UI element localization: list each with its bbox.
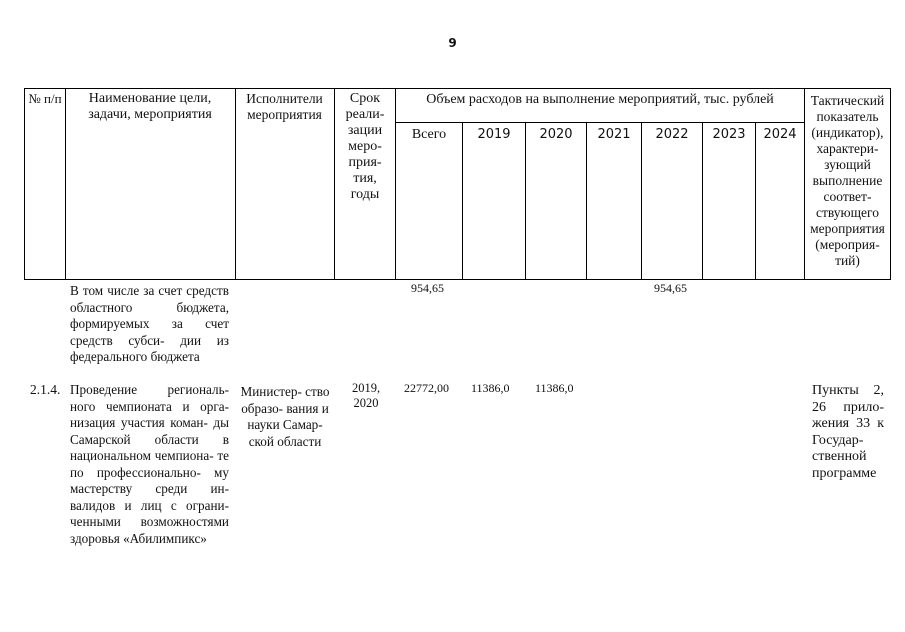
header-col-total: Всего xyxy=(411,127,447,142)
row-2-executor: Министер- ство образо- вания и науки Самар- ской области xyxy=(240,384,330,449)
row-1-total: 954,65 xyxy=(411,281,444,295)
table-top-border xyxy=(24,88,890,89)
page-number: 9 xyxy=(448,36,457,50)
row-2-term: 2019, 2020 xyxy=(351,381,381,410)
col-border-4 xyxy=(395,88,396,280)
col-border-1 xyxy=(65,88,66,280)
header-col-executor: Исполнители мероприятия xyxy=(246,91,323,122)
col-border-6 xyxy=(525,122,526,280)
expenses-subheader-border xyxy=(395,122,804,123)
header-year-2024: 2024 xyxy=(763,127,797,142)
col-border-12 xyxy=(890,88,891,280)
col-border-3 xyxy=(334,88,335,280)
col-border-7 xyxy=(586,122,587,280)
header-col-name: Наименование цели, задачи, мероприятия xyxy=(88,91,212,122)
row-1-name: В том числе за счет средств областного бюджета, формируемых за счет средств субси- дии из федерального бюджета xyxy=(70,283,229,364)
col-border-5 xyxy=(462,122,463,280)
col-border-10 xyxy=(755,122,756,280)
row-2-number: 2.1.4. xyxy=(30,382,61,397)
row-2-2019: 11386,0 xyxy=(471,381,510,395)
row-2-total: 22772,00 xyxy=(404,381,449,395)
col-border-9 xyxy=(702,122,703,280)
header-col-indicator: Тактический показатель (индикатор), характери- зующий выполнение соответ- ствующего мероприятия (мероприя- тий) xyxy=(810,93,885,268)
header-year-2023: 2023 xyxy=(712,127,746,142)
row-1-2022: 954,65 xyxy=(654,281,687,295)
header-year-2021: 2021 xyxy=(597,127,631,142)
header-year-2020: 2020 xyxy=(539,127,573,142)
table-header-bottom-border xyxy=(24,279,890,280)
header-col-number: № п/п xyxy=(28,91,62,106)
header-year-2019: 2019 xyxy=(477,127,511,142)
row-2-indicator: Пункты 2, 26 прило- жения 33 к Государ- ственной программе xyxy=(812,383,884,481)
col-border-8 xyxy=(641,122,642,280)
header-year-2022: 2022 xyxy=(655,127,689,142)
row-2-2020: 11386,0 xyxy=(535,381,574,395)
row-2-name: Проведение региональ- ного чемпионата и орга- низация участия коман- ды Самарской области в национальном чемпиона- те по профессионально- му мастерству среди ин- валидов и лиц с ограни- ченными возможностями здоровья «Абилимпикс» xyxy=(70,382,229,546)
header-col-expenses: Объем расходов на выполнение мероприятий, тыс. рублей xyxy=(426,92,774,107)
col-border-0 xyxy=(24,88,25,280)
header-col-term: Срок реали- зации меро- прия- тия, годы xyxy=(345,91,385,202)
